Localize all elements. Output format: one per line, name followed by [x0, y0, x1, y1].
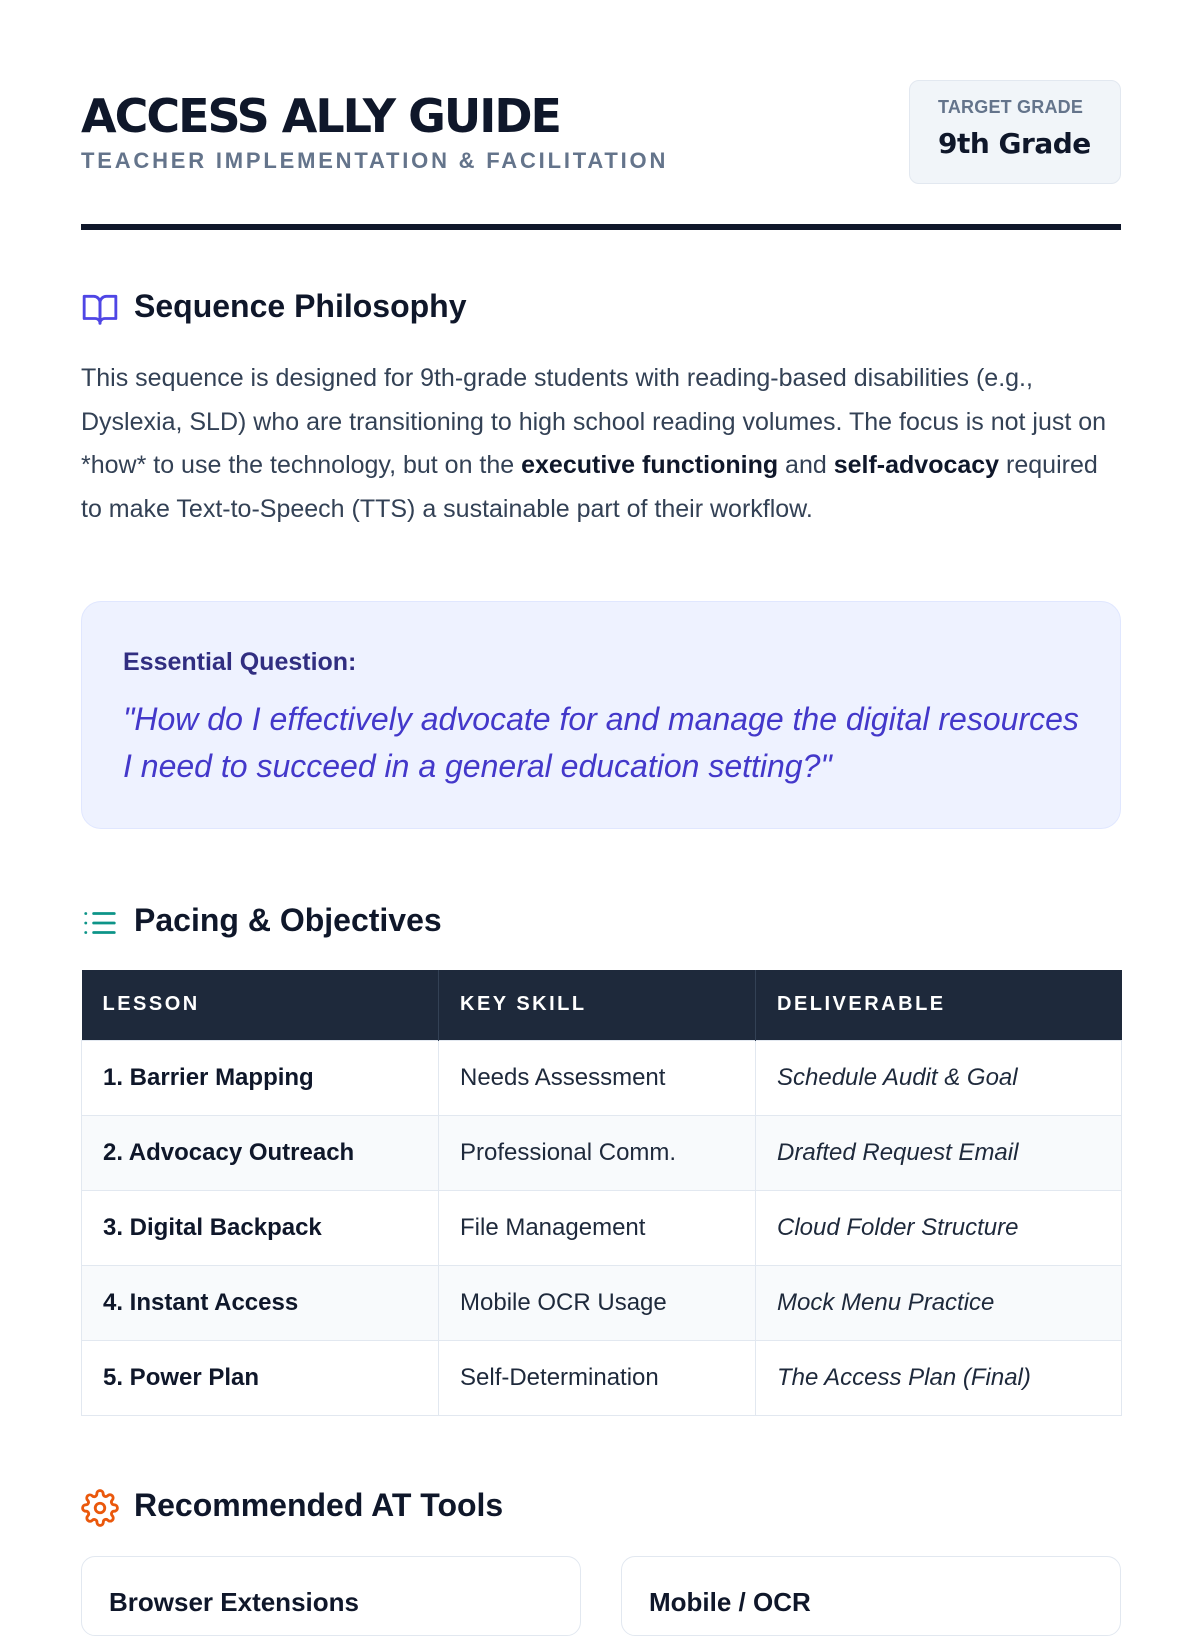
table-row [82, 1115, 1122, 1190]
list-icon [81, 904, 119, 942]
tools-section-heading [81, 1487, 1121, 1527]
deliverable-cell: Mock Menu Practice [756, 1265, 1122, 1340]
lesson-cell: 3. Digital Backpack [82, 1190, 439, 1265]
tool-card-title: Browser Extensions [109, 1587, 359, 1617]
essential-question-label: Essential Question: [123, 648, 357, 676]
table-row [82, 1340, 1122, 1415]
deliverable-cell: Cloud Folder Structure [756, 1190, 1122, 1265]
lesson-cell: 4. Instant Access [82, 1265, 439, 1340]
column-header-key-skill: KEY SKILL [439, 970, 756, 1040]
column-header-lesson: LESSON [82, 970, 439, 1040]
tools-heading: Recommended AT Tools [134, 1487, 504, 1523]
table-row [82, 1040, 1122, 1115]
philosophy-section-heading [81, 288, 1121, 328]
philosophy-heading: Sequence Philosophy [134, 288, 467, 324]
document-header [81, 80, 1121, 230]
lesson-cell: 5. Power Plan [82, 1340, 439, 1415]
deliverable-cell: Schedule Audit & Goal [756, 1040, 1122, 1115]
philosophy-bold-2: self-advocacy [833, 451, 1000, 479]
skill-cell: Needs Assessment [439, 1040, 756, 1115]
table-header-row [82, 970, 1122, 1040]
tool-card-title: Mobile / OCR [649, 1587, 811, 1617]
deliverable-cell: The Access Plan (Final) [756, 1340, 1122, 1415]
document-title: ACCESS ALLY GUIDE [81, 89, 560, 143]
philosophy-text-1: This sequence is designed for 9th-grade students with reading-based disabilities (e.g., Dyslexia, SLD) who are transitioning to high school reading volumes. The focus is not just on *how* to use the technology, but on the [81, 364, 1107, 479]
header-divider [81, 224, 1121, 230]
column-header-deliverable: DELIVERABLE [756, 970, 1122, 1040]
philosophy-paragraph [81, 357, 1121, 531]
essential-question-text: "How do I effectively advocate for and manage the digital resources I need to succeed in a general education setting?" [123, 701, 1079, 784]
pacing-heading: Pacing & Objectives [134, 902, 442, 938]
pacing-section-heading [81, 902, 1121, 942]
lesson-cell: 2. Advocacy Outreach [82, 1115, 439, 1190]
target-grade-value: 9th Grade [938, 127, 1091, 160]
philosophy-text-2: and [778, 451, 834, 479]
philosophy-bold-1: executive functioning [521, 451, 779, 479]
table-row [82, 1265, 1122, 1340]
tool-card-browser-extensions [81, 1556, 581, 1636]
book-open-icon [81, 290, 119, 328]
skill-cell: Mobile OCR Usage [439, 1265, 756, 1340]
skill-cell: File Management [439, 1190, 756, 1265]
skill-cell: Self-Determination [439, 1340, 756, 1415]
document-subtitle: TEACHER IMPLEMENTATION & FACILITATION [81, 148, 669, 173]
table-row [82, 1190, 1122, 1265]
target-grade-badge [909, 80, 1121, 184]
essential-question-callout [81, 601, 1121, 829]
deliverable-cell: Drafted Request Email [756, 1115, 1122, 1190]
philosophy-text-3: required to make Text-to-Speech (TTS) a sustainable part of their workflow. [81, 451, 1098, 523]
lesson-cell: 1. Barrier Mapping [82, 1040, 439, 1115]
pacing-table [81, 970, 1122, 1416]
skill-cell: Professional Comm. [439, 1115, 756, 1190]
gear-icon [81, 1489, 119, 1527]
target-grade-label: TARGET GRADE [938, 97, 1084, 117]
tool-card-mobile-ocr [621, 1556, 1121, 1636]
